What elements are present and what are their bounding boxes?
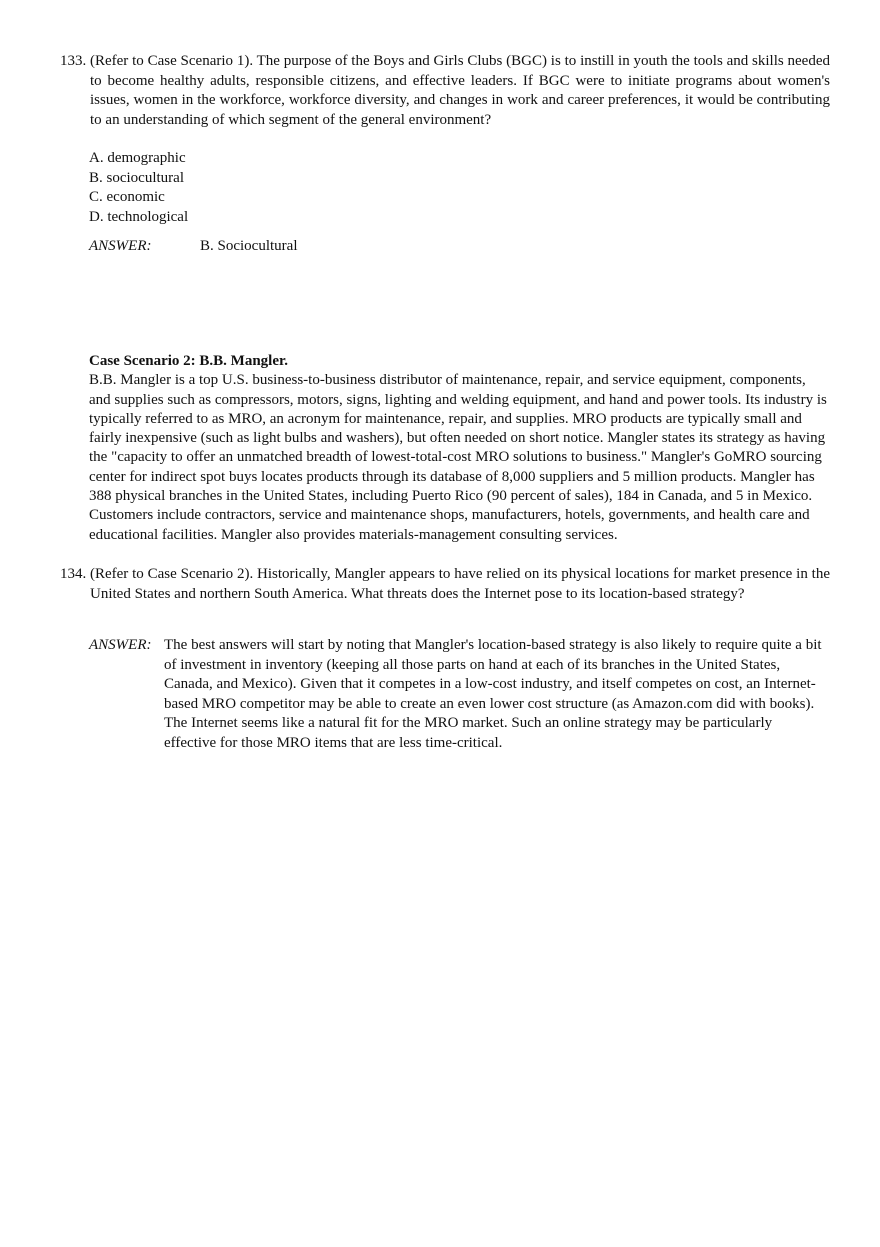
scenario-title: Case Scenario 2: B.B. Mangler.	[89, 353, 289, 369]
answer-134	[89, 636, 827, 753]
answer-label: ANSWER:	[89, 637, 152, 653]
question-number: 134.	[60, 566, 87, 582]
answer-options	[89, 149, 188, 227]
option-d: D. technological	[89, 208, 189, 225]
option-c: C. economic	[89, 189, 165, 205]
question-number: 133.	[60, 53, 87, 69]
question-text: (Refer to Case Scenario 2). Historically, Mangler appears to have relied on its physical locations for market presence in the United States and northern South America. What threats does the Internet pose to its location-based strategy?	[90, 566, 830, 602]
answer-133	[89, 238, 298, 255]
answer-label: ANSWER:	[89, 238, 152, 254]
case-scenario-2	[89, 352, 827, 545]
question-133	[60, 52, 830, 130]
option-a: A. demographic	[89, 150, 186, 166]
question-text: (Refer to Case Scenario 1). The purpose of the Boys and Girls Clubs (BGC) is to instill in youth the tools and skills needed to become healthy adults, responsible citizens, and effective leaders. If BGC were to initiate programs about women's issues, women in the workforce, workforce diversity, and changes in work and career preferences, it would be contributing to an understanding of which segment of the general environment?	[90, 53, 830, 128]
option-b: B. sociocultural	[89, 169, 184, 186]
scenario-body: B.B. Mangler is a top U.S. business-to-business distributor of maintenance, repair, and service equipment, components, and supplies such as compressors, motors, signs, lighting and welding equipment, and hand and power tools. Its industry is typically referred to as MRO, an acronym for maintenance, repair, and supplies. MRO products are typically small and fairly inexpensive (such as light bulbs and washers), but often needed on short notice. Mangler states its strategy as having the "capacity to offer an unmatched breadth of lowest-total-cost MRO solutions to business." Mangler's GoMRO sourcing center for indirect spot buys locates products through its database of 8,000 suppliers and 5 million products. Mangler has 388 physical branches in the United States, including Puerto Rico (90 percent of sales), 184 in Canada, and 5 in Mexico. Customers include contractors, service and maintenance shops, manufacturers, hotels, governments, and health care and educational facilities. Mangler also provides materials-management consulting services.	[89, 372, 827, 543]
answer-value: B. Sociocultural	[200, 238, 298, 254]
question-134	[60, 565, 830, 604]
answer-text: The best answers will start by noting that Mangler's location-based strategy is also likely to require quite a bit of investment in inventory (keeping all those parts on hand at each of its branches in the United States, Canada, and Mexico). Given that it competes in a low-cost industry, and itself competes on cost, an Internet-based MRO competitor may be able to create an even lower cost structure (as Amazon.com did with books). The Internet seems like a natural fit for the MRO market. Such an online strategy may be particularly effective for those MRO items that are less time-critical.	[164, 637, 822, 751]
